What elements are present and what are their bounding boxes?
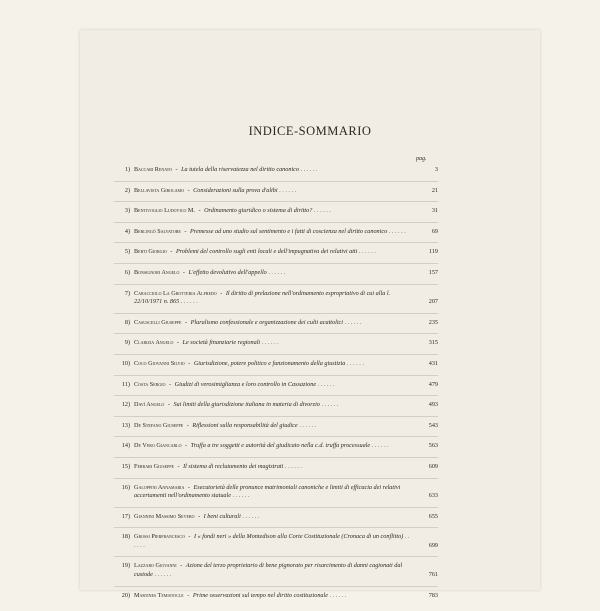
leader-dots: . . . . . . <box>299 166 318 173</box>
toc-entry <box>114 381 438 397</box>
entry-number: 18) <box>121 533 130 541</box>
entry-body <box>134 166 438 175</box>
entry-author: Berti Giorgio <box>134 248 167 256</box>
entry-author: Costa Sergio <box>134 380 166 388</box>
entry-body <box>134 533 438 550</box>
entry-author: Giannini Massimo Severo <box>134 512 195 520</box>
leader-dots: . . . . . . <box>297 421 317 429</box>
entry-author: Baccari Renato <box>134 166 172 173</box>
entry-number: 6) <box>124 268 130 276</box>
entry-page-number: 761 <box>428 571 438 579</box>
entry-separator: - <box>185 186 192 194</box>
entry-title: Premesse ad uno studio sul sentimento e i fatti di coscienza nel diritto canonico <box>189 227 388 235</box>
entry-title: Prime osservazioni sul tempo nel diritto costituzionale <box>192 591 328 599</box>
page-column-label: pag. <box>416 156 427 162</box>
leader-dots: . . . . . . <box>260 339 279 347</box>
entry-author: Lazzaro Giovanni <box>134 562 177 570</box>
entry-page-number: 479 <box>428 380 438 388</box>
entry-title: L'effetto devolutivo dell'appello <box>188 268 267 276</box>
entry-page-number: 655 <box>428 512 438 520</box>
entry-separator: - <box>175 462 182 470</box>
entry-title: Giurisdizione, potere politico e funzionamento della giustizia <box>193 359 346 367</box>
toc-entry <box>114 290 438 314</box>
entry-page-number: 31 <box>431 207 438 215</box>
entry-author: Galoppini Annamaria <box>134 483 185 491</box>
entry-title: Ordinamento giuridico o sistema di diritto? <box>204 207 313 215</box>
entry-page-number: 783 <box>428 591 438 599</box>
entry-page-number: 119 <box>428 248 438 256</box>
entry-title: Truffa a tre soggetti e autorità del giudicato nella c.d. truffa processuale <box>190 442 371 450</box>
entry-number: 16) <box>121 483 130 491</box>
entry-title: Sui limiti della giurisdizione italiana in materia di divorzio <box>173 401 320 409</box>
entry-page-number: 493 <box>428 401 438 409</box>
toc-entry <box>114 442 438 458</box>
leader-dots: . . . . . . <box>277 186 297 194</box>
entry-page-number: 235 <box>428 318 438 326</box>
entry-page-number: 21 <box>431 186 438 194</box>
entry-title: I beni culturali <box>203 512 241 520</box>
entry-title: Esecutorietà delle pronunce matrimoniali canoniche e limiti di efficacia dei relativi accertamenti nell'ordinamento statuale <box>134 483 401 500</box>
entry-number: 4) <box>124 227 130 235</box>
leader-dots: . . . . . . <box>328 591 347 599</box>
entry-number: 8) <box>124 318 130 326</box>
entry-body <box>134 484 438 501</box>
leader-dots: . . . . . . <box>345 359 364 367</box>
entry-number: 10) <box>121 359 130 367</box>
leader-dots: . . . . . . <box>266 268 286 276</box>
entry-author: Caracciolo La Grotteria Alfredo <box>134 289 217 297</box>
leader-dots: . . . . . . <box>312 207 331 215</box>
entry-author: Grossi Pierfrancesco <box>134 533 185 541</box>
leader-dots: . . . . . . <box>240 512 260 520</box>
entry-number: 11) <box>121 380 130 388</box>
toc-entry <box>114 401 438 417</box>
toc-entry <box>114 484 438 508</box>
entry-body <box>134 339 438 348</box>
entry-body <box>134 562 438 579</box>
entry-author: Ferrari Giuseppe <box>134 462 174 470</box>
entry-separator: - <box>183 442 189 450</box>
entry-separator: - <box>167 380 173 388</box>
toc-entry <box>114 339 438 355</box>
entry-number: 14) <box>121 442 130 450</box>
entry-title: Il sistema di reclutamento dei magistrati <box>183 462 284 470</box>
entry-title: La tutela della riservatezza nel diritto canonico <box>181 166 300 173</box>
entry-number: 19) <box>121 562 130 570</box>
leader-dots: . . . . . . <box>387 227 406 235</box>
entry-page-number: 3 <box>434 166 438 173</box>
entry-author: Clarizia Angelo <box>134 339 174 347</box>
book-page <box>80 30 540 599</box>
entry-number: 17) <box>121 512 130 520</box>
entry-title: I « fondi neri » della Montedison alla Corte Costituzionale (Cronaca di un conflitto) <box>193 533 404 541</box>
toc-entry <box>114 592 438 607</box>
entry-page-number: 699 <box>428 541 438 549</box>
entry-body <box>134 592 438 601</box>
entry-separator: - <box>182 227 188 235</box>
leader-dots: . . . . . . <box>179 298 198 306</box>
entry-page-number: 157 <box>428 268 438 276</box>
entry-number: 15) <box>121 462 130 470</box>
leader-dots: . . . . . . <box>357 248 376 256</box>
leader-dots: . . . . . . <box>283 462 302 470</box>
entry-number: 3) <box>124 207 130 215</box>
entry-separator: - <box>186 483 192 491</box>
leader-dots: . . . . . . <box>343 318 362 326</box>
entry-number: 7) <box>124 289 130 297</box>
entry-body <box>134 187 438 196</box>
entry-author: Coco Giovanni Silvio <box>134 359 185 367</box>
entry-separator: - <box>196 207 203 215</box>
entry-separator: - <box>186 359 192 367</box>
entry-page-number: 431 <box>428 359 438 367</box>
entry-author: Berlingò Salvatore <box>134 227 181 235</box>
entry-body <box>134 513 438 522</box>
entry-separator: - <box>183 318 189 326</box>
entry-number: 12) <box>121 401 130 409</box>
toc-entry <box>114 360 438 376</box>
entry-separator: - <box>175 339 181 347</box>
entry-body <box>134 228 438 237</box>
entry-number: 5) <box>124 248 130 256</box>
entry-separator: - <box>196 512 202 520</box>
entry-separator: - <box>186 533 192 541</box>
entry-number: 20) <box>121 591 130 599</box>
entry-body <box>134 319 438 328</box>
toc-entry <box>114 207 438 223</box>
toc-entry <box>114 533 438 557</box>
entry-title: Pluralismo confessionale e organizzazione dei culti acattolici <box>190 318 344 326</box>
entry-page-number: 315 <box>428 339 438 347</box>
toc-entry <box>114 228 438 244</box>
entry-author: De Stefano Giuseppe <box>134 421 184 429</box>
entry-body <box>134 422 438 431</box>
entry-page-number: 69 <box>431 227 438 235</box>
entry-number: 2) <box>124 186 130 194</box>
entry-title: Giudizi di verosimiglianza e loro controllo in Cassazione <box>174 380 317 388</box>
toc-entry <box>114 269 438 285</box>
entry-title: Considerazioni sulla prova d'alibi <box>193 186 278 194</box>
entry-page-number: 543 <box>428 421 438 429</box>
entry-separator: - <box>166 401 172 409</box>
entry-author: De Vero Giancarlo <box>134 442 182 450</box>
page-title: INDICE-SOMMARIO <box>248 124 372 138</box>
toc-entry <box>114 463 438 479</box>
entry-author: Bonsignori Angelo <box>134 268 180 276</box>
entry-body <box>134 248 438 257</box>
entry-author: Bentivoglio Ludovico M. <box>134 207 195 215</box>
toc-entry <box>114 513 438 529</box>
entry-separator: - <box>181 268 187 276</box>
leader-dots: . . . . . . <box>152 571 172 579</box>
entry-page-number: 633 <box>428 492 438 500</box>
entry-separator: - <box>178 562 184 570</box>
entry-body <box>134 442 438 451</box>
entry-page-number: 563 <box>428 442 438 450</box>
toc-list <box>114 166 438 611</box>
entry-body <box>134 290 438 307</box>
entry-separator: - <box>168 248 174 256</box>
entry-separator: - <box>173 166 180 173</box>
entry-title: Azione del terzo proprietario di bene pignorato per risarcimento di danni cagionati dal custode <box>134 562 403 579</box>
entry-number: 13) <box>121 421 130 429</box>
leader-dots: . . . . . . <box>319 401 339 409</box>
entry-body <box>134 463 438 472</box>
entry-page-number: 609 <box>428 462 438 470</box>
toc-entry <box>114 422 438 438</box>
leader-dots: . . . . . . <box>316 380 335 388</box>
entry-separator: - <box>218 289 224 297</box>
entry-author: Bellavista Girolamo <box>134 186 184 194</box>
entry-author: Davì Angelo <box>134 401 165 409</box>
leader-dots: . . . . . . <box>134 533 410 549</box>
entry-title: Riflessioni sulla responsabilità del giudice <box>192 421 298 429</box>
entry-separator: - <box>185 591 191 599</box>
entry-body <box>134 207 438 216</box>
entry-title: Le società finanziarie regionali <box>182 339 261 347</box>
entry-body <box>134 360 438 369</box>
entry-number: 9) <box>124 339 130 347</box>
toc-entry <box>114 248 438 264</box>
leader-dots: . . . . . . <box>230 492 250 500</box>
entry-body <box>134 401 438 410</box>
toc-entry <box>114 562 438 586</box>
entry-body <box>134 381 438 390</box>
entry-title: Il diritto di prelazione nell'ordinamento espropriativo di cui alla l. 22/10/1971 n. 865 <box>134 289 391 306</box>
toc-entry <box>114 166 438 182</box>
entry-body <box>134 269 438 278</box>
entry-author: Martines Temistocle <box>134 591 184 599</box>
entry-separator: - <box>185 421 191 429</box>
toc-entry <box>114 187 438 203</box>
entry-page-number: 207 <box>428 298 438 306</box>
leader-dots: . . . . . . <box>370 442 389 450</box>
entry-number: 1) <box>124 166 130 173</box>
entry-author: Casuscelli Giuseppe <box>134 318 182 326</box>
toc-entry <box>114 319 438 335</box>
entry-title: Problemi del controllo sugli enti locali e dell'impugnativa dei relativi atti <box>175 248 358 256</box>
